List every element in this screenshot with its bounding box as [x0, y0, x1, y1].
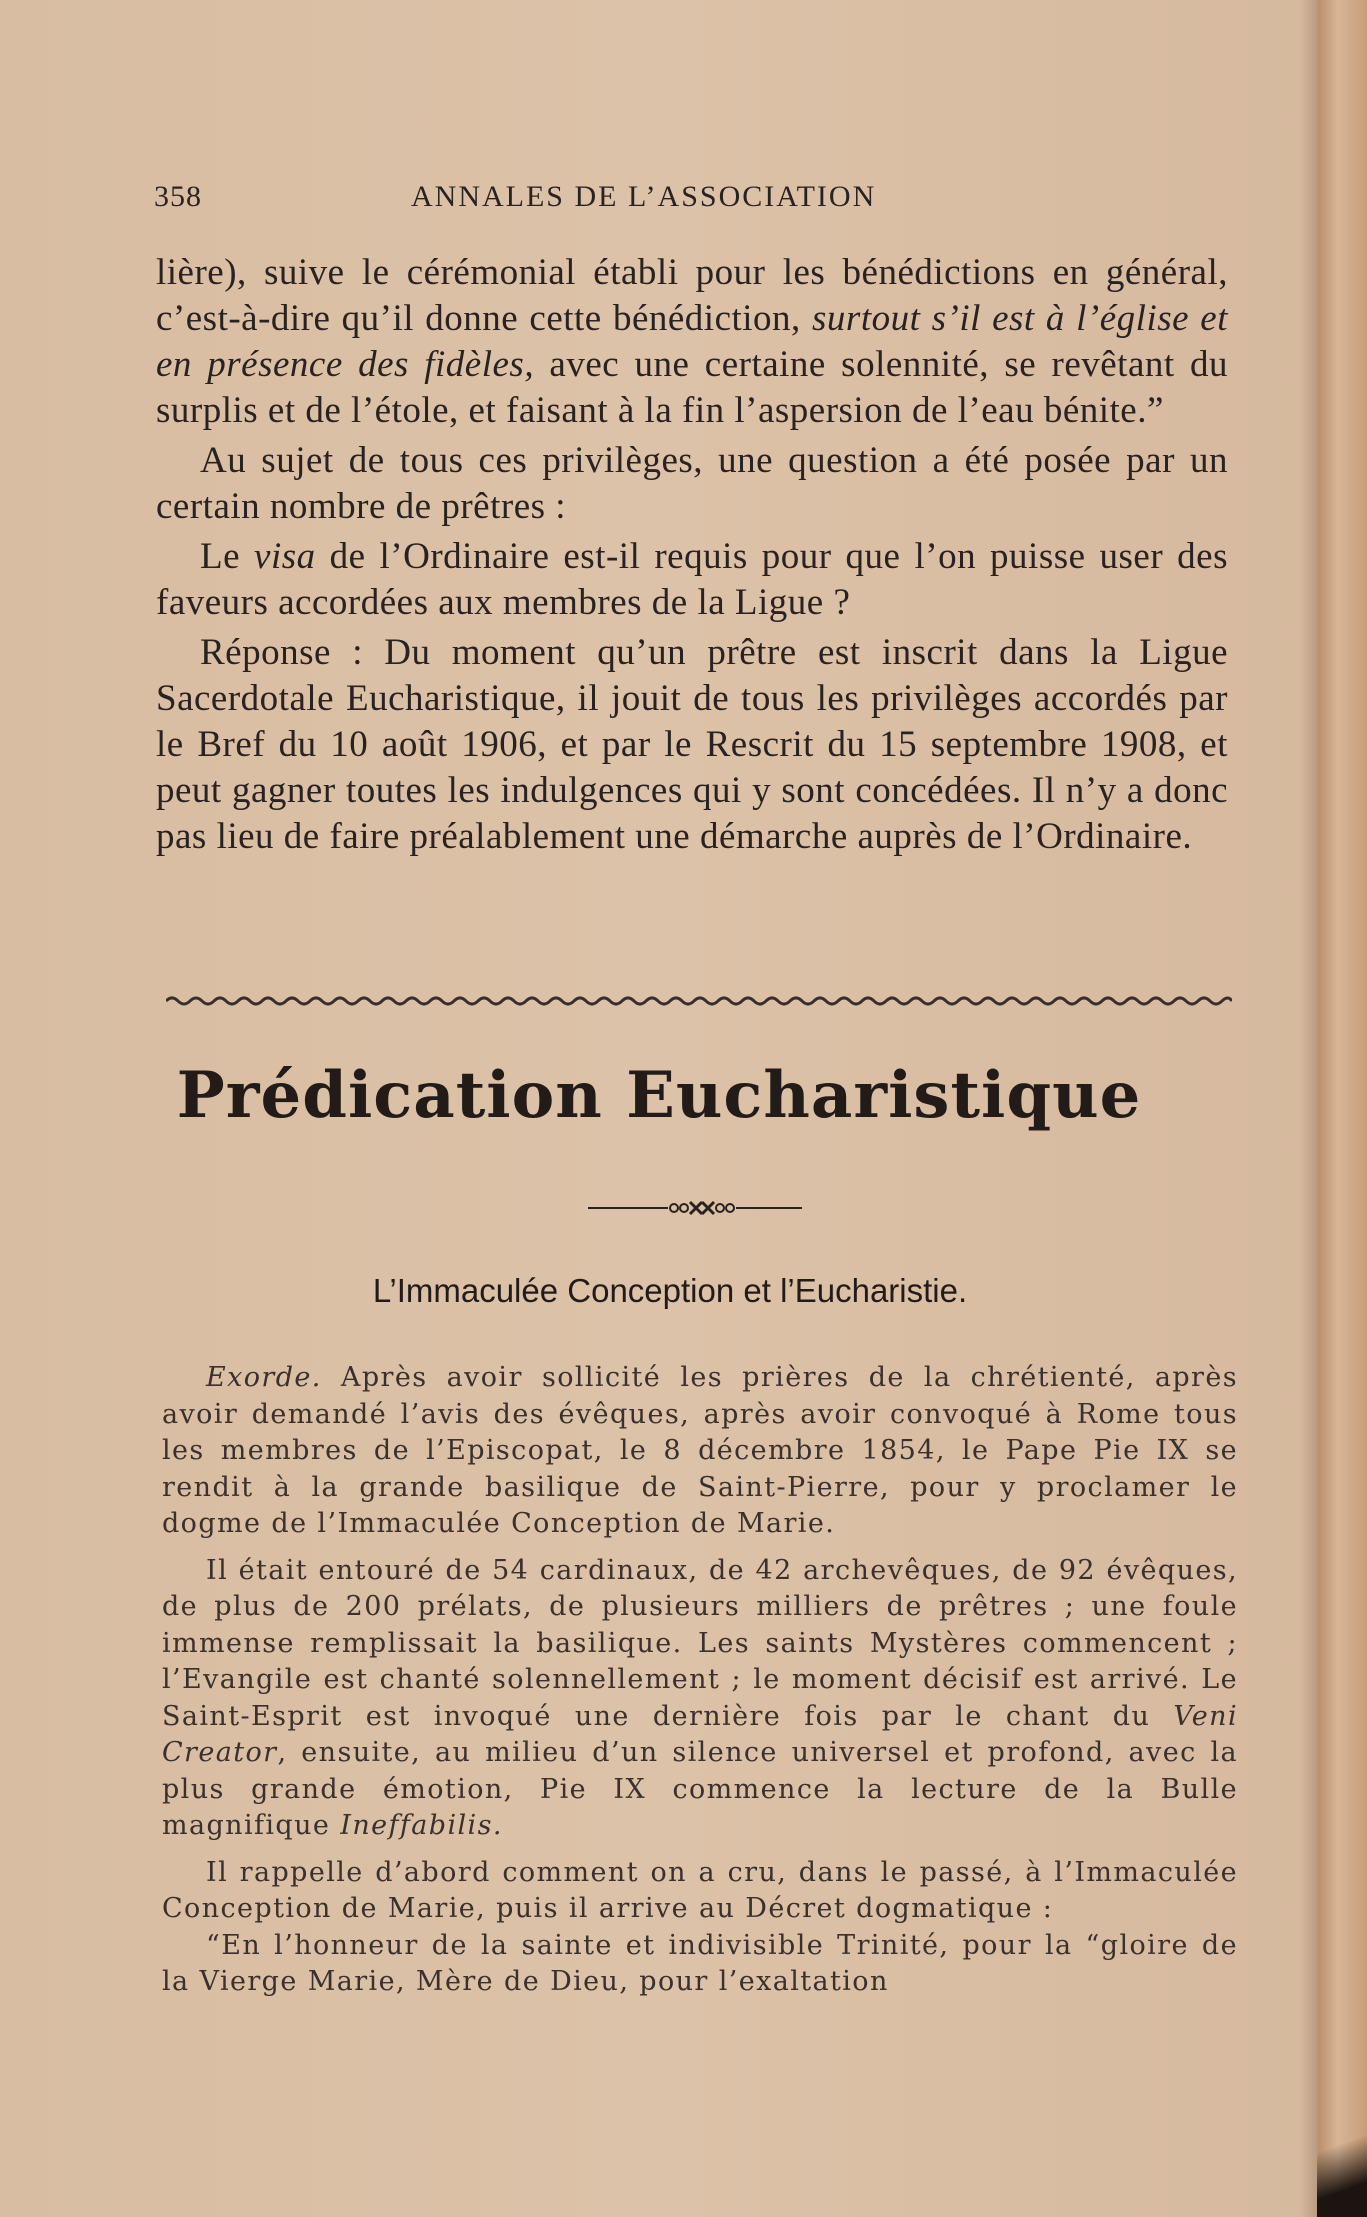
sermon-text: [162, 1360, 1238, 2011]
decorative-rule: [166, 994, 1232, 1008]
article-subtitle: L’Immaculée Conception et l’Eucharistie.: [372, 1272, 968, 1309]
page-edge: [1318, 0, 1367, 2217]
paragraph: lière), suive le cérémonial établi pour les bénédictions en général, c’est-à-dire qu’il donne cette bénédiction, surtout s’il est à l’église et en présence des fidèles, avec une certaine solennité, se revêtant du surplis et de l’étole, et faisant à la fin l’aspersion de l’eau bénite.”: [156, 252, 1228, 431]
ornament-divider: [588, 1198, 802, 1218]
paragraph: “En l’honneur de la sainte et indivisible Trinité, pour la “gloire de la Vierge Marie, Mère de Dieu, pour l’exaltation: [162, 1929, 1238, 1997]
paragraph: Au sujet de tous ces privilèges, une question a été posée par un certain nombre de prêtres :: [156, 440, 1228, 527]
running-title: ANNALES DE L’ASSOCIATION: [411, 180, 877, 213]
paragraph: Réponse : Du moment qu’un prêtre est inscrit dans la Ligue Sacerdotale Eucharistique, il jouit de tous les privilèges accordés par le Bref du 10 août 1906, et par le Rescrit du 15 septembre 1908, et peut gagner toutes les indulgences qui y sont concédées. Il n’y a donc pas lieu de faire préalablement une démarche auprès de l’Ordinaire.: [156, 632, 1228, 857]
running-header: [154, 180, 1226, 220]
section-privileges-text: [156, 250, 1228, 864]
paragraph: Exorde. Après avoir sollicité les prières de la chrétienté, après avoir demandé l’avis des évêques, après avoir convoqué à Rome tous les membres de l’Episcopat, le 8 décembre 1854, le Pape Pie IX se rendit à la grande basilique de Saint-Pierre, pour y proclamer le dogme de l’Immaculée Conception de Marie.: [162, 1362, 1238, 1539]
paragraph: Il était entouré de 54 cardinaux, de 42 archevêques, de 92 évêques, de plus de 200 prélats, de plusieurs milliers de prêtres ; une foule immense remplissait la basilique. Les saints Mystères commencent ; l’Evangile est chanté solennellement ; le moment décisif est arrivé. Le Saint-Esprit est invoqué une dernière fois par le chant du Veni Creator, ensuite, au milieu d’un silence universel et profond, avec la plus grande émotion, Pie IX commence la lecture de la Bulle magnifique Ineffabilis.: [162, 1554, 1238, 1841]
section-title: Prédication Eucharistique: [176, 1058, 1142, 1133]
paragraph: Le visa de l’Ordinaire est-il requis pour que l’on puisse user des faveurs accordées aux membres de la Ligue ?: [156, 536, 1228, 623]
page-number: 358: [154, 180, 202, 213]
paragraph: Il rappelle d’abord comment on a cru, dans le passé, à l’Immaculée Conception de Marie, puis il arrive au Décret dogmatique :: [162, 1856, 1238, 1924]
page-corner-shadow: [1317, 2097, 1367, 2217]
exorde-label: Exorde.: [206, 1362, 322, 1393]
